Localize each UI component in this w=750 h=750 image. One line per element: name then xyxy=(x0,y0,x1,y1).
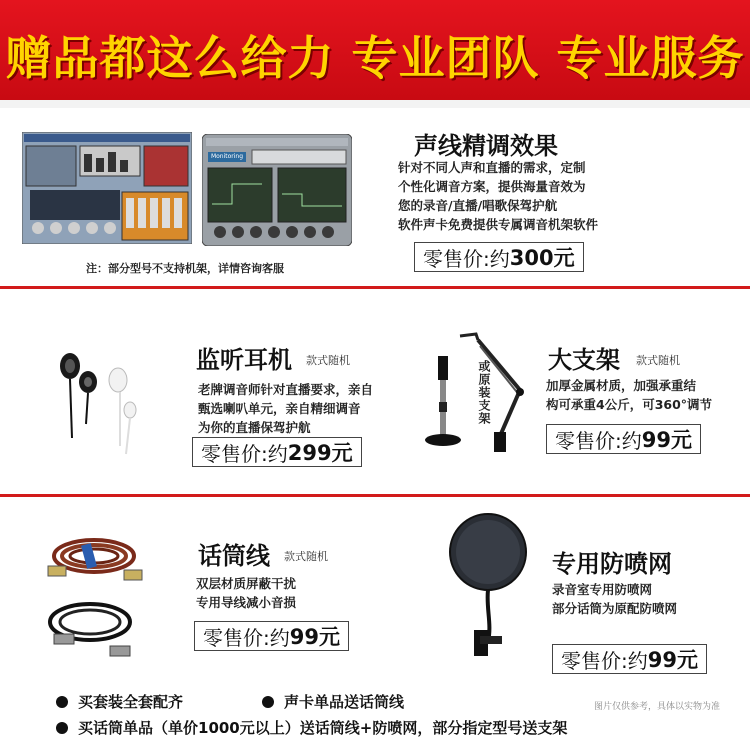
price-value: 299元 xyxy=(287,441,353,465)
cable-icon xyxy=(40,522,158,662)
price-prefix: 零售价:约 xyxy=(423,246,510,271)
stand-description xyxy=(546,376,712,414)
section-divider xyxy=(0,494,750,497)
monitoring-label: Monitoring xyxy=(210,153,244,160)
monitoring-window-icon xyxy=(202,134,352,246)
price-value: 300元 xyxy=(509,246,575,270)
popfilter-description xyxy=(552,580,677,618)
price-value: 99元 xyxy=(289,625,340,649)
top-banner xyxy=(0,0,750,108)
section-divider xyxy=(0,286,750,289)
price-value: 99元 xyxy=(641,428,692,452)
stand-desc-line: 加厚金属材质，加强承重结 xyxy=(546,378,697,393)
banner-slogan: 赠品都这么给力 专业团队 专业服务 xyxy=(5,31,745,85)
stand-vertical-label: 或原装支架 xyxy=(477,360,491,425)
stand-subtitle: 款式随机 xyxy=(636,354,680,367)
cable-desc-line: 专用导线减小音损 xyxy=(196,595,297,610)
footer-bullet-text: 声卡单品送话筒线 xyxy=(284,693,405,711)
bullet-dot-icon xyxy=(262,696,274,708)
footer-bullet xyxy=(56,691,183,712)
popfilter-title: 专用防喷网 xyxy=(552,550,672,578)
earphone-icon xyxy=(52,346,152,456)
tuning-desc-line: 软件声卡免费提供专属调音机架软件 xyxy=(398,217,599,232)
headphones-desc-line: 老牌调音师针对直播要求，亲自 xyxy=(198,382,374,397)
cable-title: 话筒线 xyxy=(198,542,270,570)
tuning-title: 声线精调效果 xyxy=(414,132,558,160)
tuning-description xyxy=(398,158,598,234)
stand-price-box xyxy=(546,424,701,454)
tuning-note: 注：部分型号不支持机架，详情咨询客服 xyxy=(86,262,284,275)
tuning-price-box xyxy=(414,242,584,272)
price-value: 99元 xyxy=(647,648,698,672)
price-prefix: 零售价:约 xyxy=(555,428,642,453)
stand-title: 大支架 xyxy=(548,346,620,374)
price-prefix: 零售价:约 xyxy=(561,648,648,673)
price-prefix: 零售价:约 xyxy=(203,625,290,650)
footer-bullet xyxy=(56,717,567,738)
headphones-description xyxy=(198,380,373,437)
footer-bullet xyxy=(262,691,404,712)
tuning-desc-line: 针对不同人声和直播的需求，定制 xyxy=(398,160,586,175)
headphones-desc-line: 为你的直播保驾护航 xyxy=(198,420,311,435)
cable-desc-line: 双层材质屏蔽干扰 xyxy=(196,576,297,591)
disclaimer-note: 图片仅供参考，具体以实物为准 xyxy=(594,702,721,712)
headphones-desc-line: 甄选喇叭单元，亲自精细调音 xyxy=(198,401,361,416)
price-prefix: 零售价:约 xyxy=(201,441,288,466)
headphones-subtitle: 款式随机 xyxy=(306,354,350,367)
tuning-screenshot-icon xyxy=(22,132,192,244)
cable-subtitle: 款式随机 xyxy=(284,550,328,563)
tuning-desc-line: 您的录音/直播/唱歌保驾护航 xyxy=(398,198,558,213)
cable-description xyxy=(196,574,296,612)
bullet-dot-icon xyxy=(56,722,68,734)
cable-price-box xyxy=(194,621,349,651)
popfilter-price-box xyxy=(552,644,707,674)
footer-bullet-text: 买套装全套配齐 xyxy=(78,693,184,711)
pop-filter-icon xyxy=(440,512,536,662)
stand-desc-line: 构可承重4公斤，可360°调节 xyxy=(546,397,713,412)
bullet-dot-icon xyxy=(56,696,68,708)
popfilter-desc-line: 录音室专用防喷网 xyxy=(552,582,653,597)
tuning-desc-line: 个性化调音方案，提供海量音效为 xyxy=(398,179,586,194)
footer-bullet-text: 买话筒单品（单价1000元以上）送话筒线+防喷网，部分指定型号送支架 xyxy=(78,719,568,737)
popfilter-desc-line: 部分话筒为原配防喷网 xyxy=(552,601,678,616)
headphones-title: 监听耳机 xyxy=(196,346,292,374)
headphones-price-box xyxy=(192,437,362,467)
